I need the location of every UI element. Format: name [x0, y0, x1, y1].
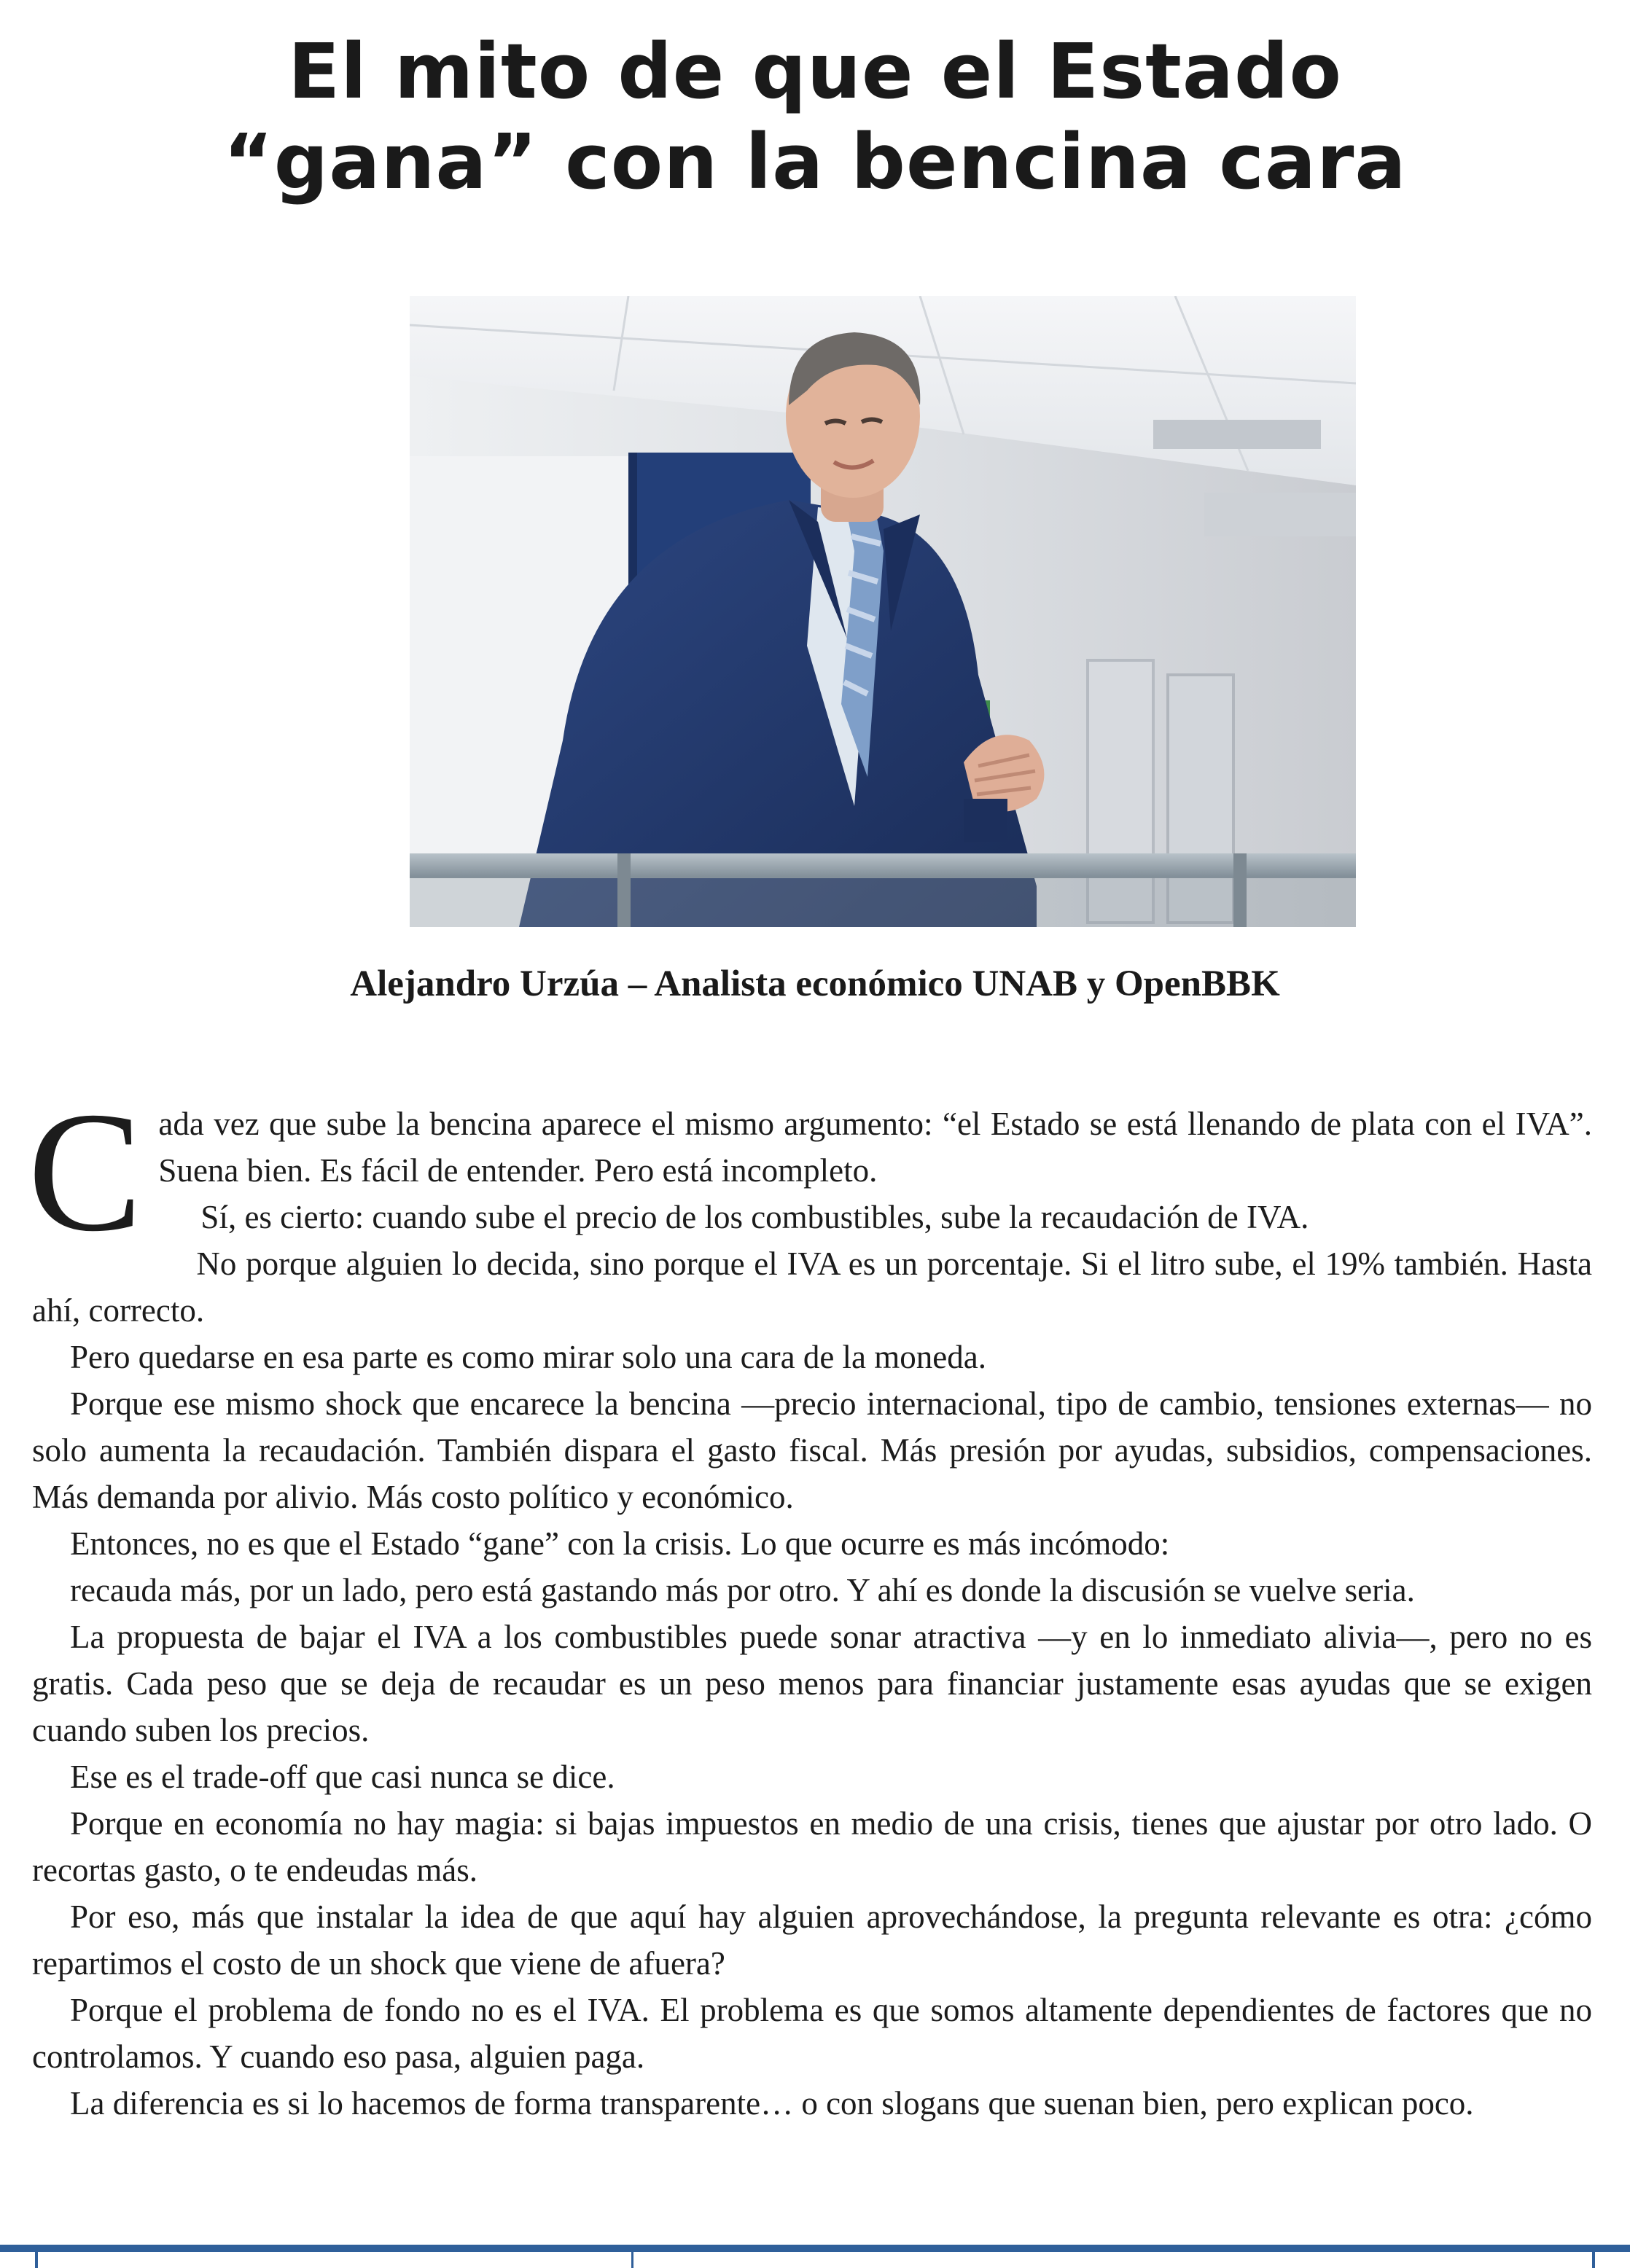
- portrait-photo: [410, 296, 1356, 927]
- paragraph: La propuesta de bajar el IVA a los combustibles puede sonar atractiva —y en lo inmediato alivia—, pero no es gratis. Cada peso que se deja de recaudar es un peso menos para financiar justamente esas ayudas que se exigen cuando suben los precios.: [32, 1619, 1592, 1748]
- rule-box: [35, 2252, 1595, 2268]
- headline-line-1: El mito de que el Estado: [288, 27, 1342, 116]
- paragraph: Por eso, más que instalar la idea de que aquí hay alguien aprovechándose, la pregunta relevante es otra: ¿cómo repartimos el costo de un shock que viene de afuera?: [32, 1899, 1592, 1982]
- paragraph: Porque en economía no hay magia: si bajas impuestos en medio de una crisis, tienes que ajustar por otro lado. O recortas gasto, o te endeudas más.: [32, 1805, 1592, 1888]
- article-body: [28, 1077, 1592, 2127]
- paragraph: La diferencia es si lo hacemos de forma transparente… o con slogans que suenan bien, pero explican poco.: [70, 2085, 1474, 2122]
- paragraph: recauda más, por un lado, pero está gastando más por otro. Y ahí es donde la discusión se vuelve seria.: [70, 1572, 1415, 1608]
- portrait-illustration: [410, 296, 1356, 927]
- paragraph: Pero quedarse en esa parte es como mirar solo una cara de la moneda.: [70, 1339, 986, 1375]
- photo-caption: Alejandro Urzúa – Analista económico UNAB y OpenBBK: [350, 963, 1280, 1004]
- paragraph: Ese es el trade-off que casi nunca se dice.: [70, 1759, 615, 1795]
- paragraph: Sí, es cierto: cuando sube el precio de los combustibles, sube la recaudación de IVA.: [200, 1199, 1309, 1235]
- rule-bar: [0, 2245, 1630, 2252]
- headline: [0, 26, 1630, 207]
- headline-line-2: “gana” con la bencina cara: [223, 117, 1407, 206]
- bottom-rule: [0, 2236, 1630, 2268]
- paragraph: Porque el problema de fondo no es el IVA. El problema es que somos altamente dependientes de factores que no controlamos. Y cuando eso pasa, alguien paga.: [32, 1992, 1592, 2075]
- rule-tick: [631, 2252, 633, 2268]
- paragraph: Porque ese mismo shock que encarece la bencina —precio internacional, tipo de cambio, tensiones externas— no solo aumenta la recaudación. También dispara el gasto fiscal. Más presión por ayudas, subsidios, compensaciones. Más demanda por alivio. Más costo político y económico.: [32, 1385, 1592, 1515]
- drop-cap: C: [28, 1077, 143, 1267]
- paragraph: Entonces, no es que el Estado “gane” con la crisis. Lo que ocurre es más incómodo:: [70, 1525, 1170, 1562]
- paragraph: No porque alguien lo decida, sino porque el IVA es un porcentaje. Si el litro sube, el 19% también. Hasta ahí, correcto.: [32, 1246, 1592, 1329]
- paragraph: ada vez que sube la bencina aparece el mismo argumento: “el Estado se está llenando de plata con el IVA”. Suena bien. Es fácil de entender. Pero está incompleto.: [158, 1106, 1592, 1189]
